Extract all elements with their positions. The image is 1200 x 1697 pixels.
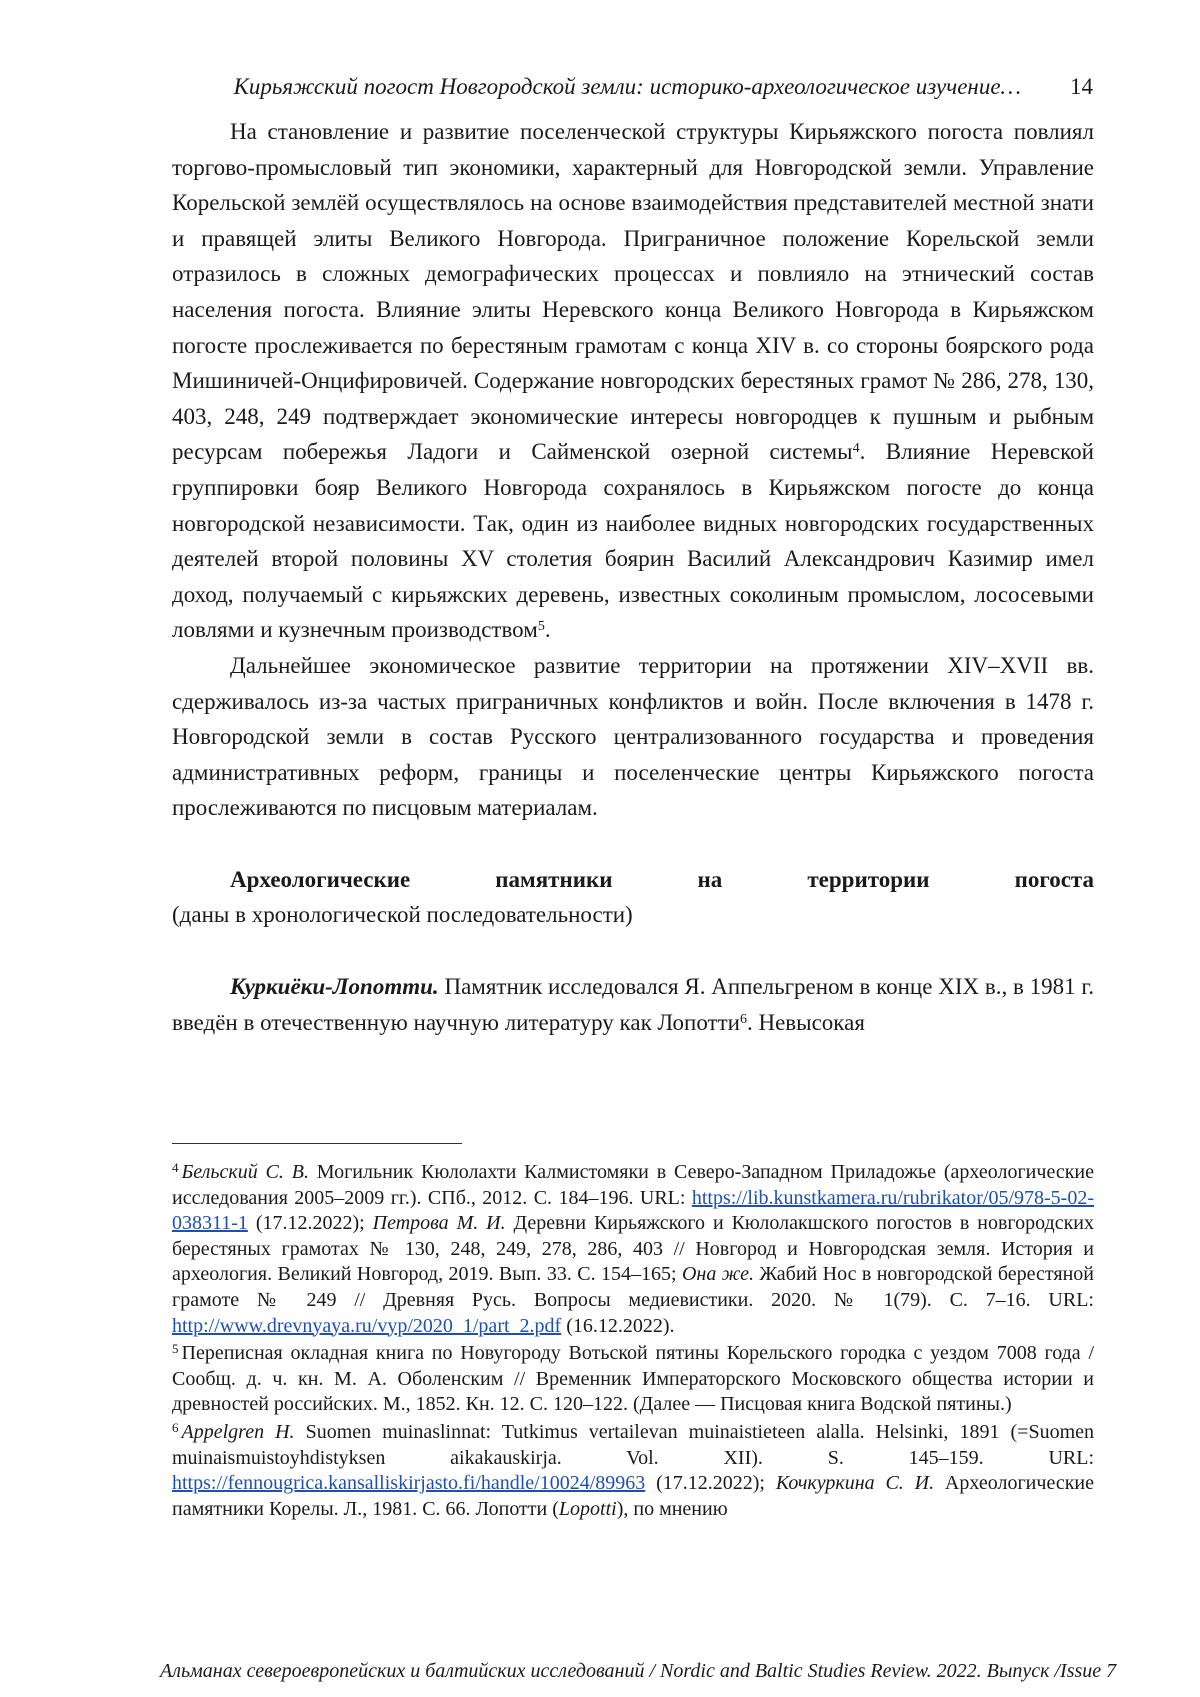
footnote-text: Suomen muinaslinnat: Tutkimus vertailevan muinaistieteen alalla. Helsinki, 1891 (=Suomen muinaismuistoyhdistyksen aikakauskirja. Vol. XII). S. 145–159. URL: — [172, 1421, 1094, 1469]
footnote-text: Деревни Кирьяжского и Кюлолакшского погостов в новгородских берестяных грамотах № 130, 248, 249, 278, 286, 403 // Новгород и Новгородская земля. История и археология. Великий Новгород, 2019. Вып. 33. С. 154–165; — [172, 1212, 1094, 1285]
paragraph-2: Дальнейшее экономическое развитие территории на протяжении XIV–XVII вв. сдерживалось из-за частых приграничных конфликтов и войн. После включения в 1478 г. Новгородской земли в состав Русского централизованного государства и проведения административных реформ, границы и поселенческие центры Кирьяжского погоста прослеживаются по писцовым материалам. — [172, 648, 1094, 826]
section-heading-block — [172, 862, 1094, 933]
footnote-text: (17.12.2022); — [248, 1212, 373, 1234]
footnote-5 — [172, 1341, 1094, 1418]
footnote-4 — [172, 1160, 1094, 1339]
running-header — [160, 74, 1093, 104]
page-number: 14 — [1070, 74, 1093, 100]
footnote-author: Петрова М. И. — [373, 1212, 506, 1234]
footnote-text: ), по мнению — [617, 1498, 728, 1520]
footnotes — [172, 1160, 1094, 1522]
footnote-author: Appelgren H. — [182, 1421, 295, 1443]
footnote-text: Жабий Нос в новгородской берестяной грамоте № 249 // Древняя Русь. Вопросы медиевистики. 2020. № 1(79). С. 7–16. URL: — [172, 1263, 1094, 1311]
footnote-ref-6[interactable]: 6 — [740, 1012, 747, 1027]
footnote-text: (16.12.2022). — [561, 1315, 674, 1337]
footnote-text: Могильник Кюлолахти Калмистомяки в Северо-Западном Приладожье (археологические исследования 2005–2009 гг.). СПб., 2012. С. 184–196. URL: — [172, 1161, 1094, 1209]
footnote-ref-4[interactable]: 4 — [853, 441, 860, 456]
footnote-link[interactable]: http://www.drevnyaya.ru/vyp/2020_1/part_2.pdf — [172, 1315, 561, 1337]
entry-text-cont: . Невысокая — [747, 1010, 865, 1035]
paragraph-1 — [172, 114, 1094, 648]
footnote-author: Бельский С. В. — [182, 1161, 309, 1183]
footnote-italic-word: Lopotti — [559, 1498, 617, 1520]
footnote-number: 6 — [172, 1420, 179, 1435]
entry-paragraph — [172, 969, 1094, 1040]
footnote-link[interactable]: https://fennougrica.kansalliskirjasto.fi/handle/10024/89963 — [172, 1472, 645, 1494]
running-header-title: Кирьяжский погост Новгородской земли: историко-археологическое изучение… — [234, 74, 1021, 100]
footnote-text: Переписная окладная книга по Новугороду Вотьской пятины Корельского городка с уездом 7008 года / Сообщ. д. ч. кн. М. А. Оболенским // Временник Императорского Московского общества истории и древностей российских. М., 1852. Кн. 12. С. 120–122. (Далее — Писцовая книга Водской пятины.) — [172, 1342, 1094, 1415]
section-subheading: (даны в хронологической последовательности) — [172, 897, 1094, 933]
footnote-number: 4 — [172, 1160, 179, 1175]
paragraph-1-text-cont: . Влияние Неревской группировки бояр Великого Новгорода сохранялось в Кирьяжском погосте до конца новгородской независимости. Так, один из наиболее видных новгородских государственных деятелей второй половины XV столетия боярин Василий Александрович Казимир имел доход, получаемый с кирьяжских деревень, известных соколиным промыслом, лососевыми ловлями и кузнечным производством — [172, 439, 1094, 642]
paragraph-1-end: . — [545, 617, 551, 642]
footnote-number: 5 — [172, 1341, 179, 1356]
footnote-6 — [172, 1420, 1094, 1522]
paragraph-1-text: На становление и развитие поселенческой структуры Кирьяжского погоста повлиял торгово-промысловый тип экономики, характерный для Новгородской земли. Управление Корельской землёй осуществлялось на основе взаимодействия представителей местной знати и правящей элиты Великого Новгорода. Приграничное положение Корельской земли отразилось в сложных демографических процессах и повлияло на этнический состав населения погоста. Влияние элиты Неревского конца Великого Новгорода в Кирьяжском погосте прослеживается по берестяным грамотам с конца XIV в. со стороны боярского рода Мишиничей-Онцифировичей. Содержание новгородских берестяных грамот № 286, 278, 130, 403, 248, 249 подтверждает экономические интересы новгородцев к пушным и рыбным ресурсам побережья Ладоги и Сайменской озерной системы — [172, 119, 1094, 464]
journal-footer: Альманах североевропейских и балтийских исследований / Nordic and Baltic Studies Review. 2022. Выпуск /Issue 7 — [160, 1660, 1093, 1683]
entry-block — [172, 969, 1094, 1040]
section-heading: Археологические памятники на территории погоста — [172, 862, 1094, 898]
footnote-author: Она же. — [682, 1263, 754, 1285]
footnote-separator — [172, 1143, 462, 1144]
footnote-author: Кочкуркина С. И. — [776, 1472, 934, 1494]
footnote-link[interactable]: https://lib.kunstkamera.ru/rubrikator/05/978-5-02-038311-1 — [172, 1187, 1094, 1235]
entry-keyword: Куркиёки-Лопотти. — [230, 974, 439, 999]
main-text — [172, 114, 1094, 1040]
footnote-text: (17.12.2022); — [645, 1472, 776, 1494]
entry-text: Памятник исследовался Я. Аппельгреном в конце XIX в., в 1981 г. введён в отечественную научную литературу как Лопотти — [172, 974, 1094, 1035]
footnote-text: Археологические памятники Корелы. Л., 1981. С. 66. Лопотти ( — [172, 1472, 1094, 1520]
footnote-ref-5[interactable]: 5 — [538, 619, 545, 634]
